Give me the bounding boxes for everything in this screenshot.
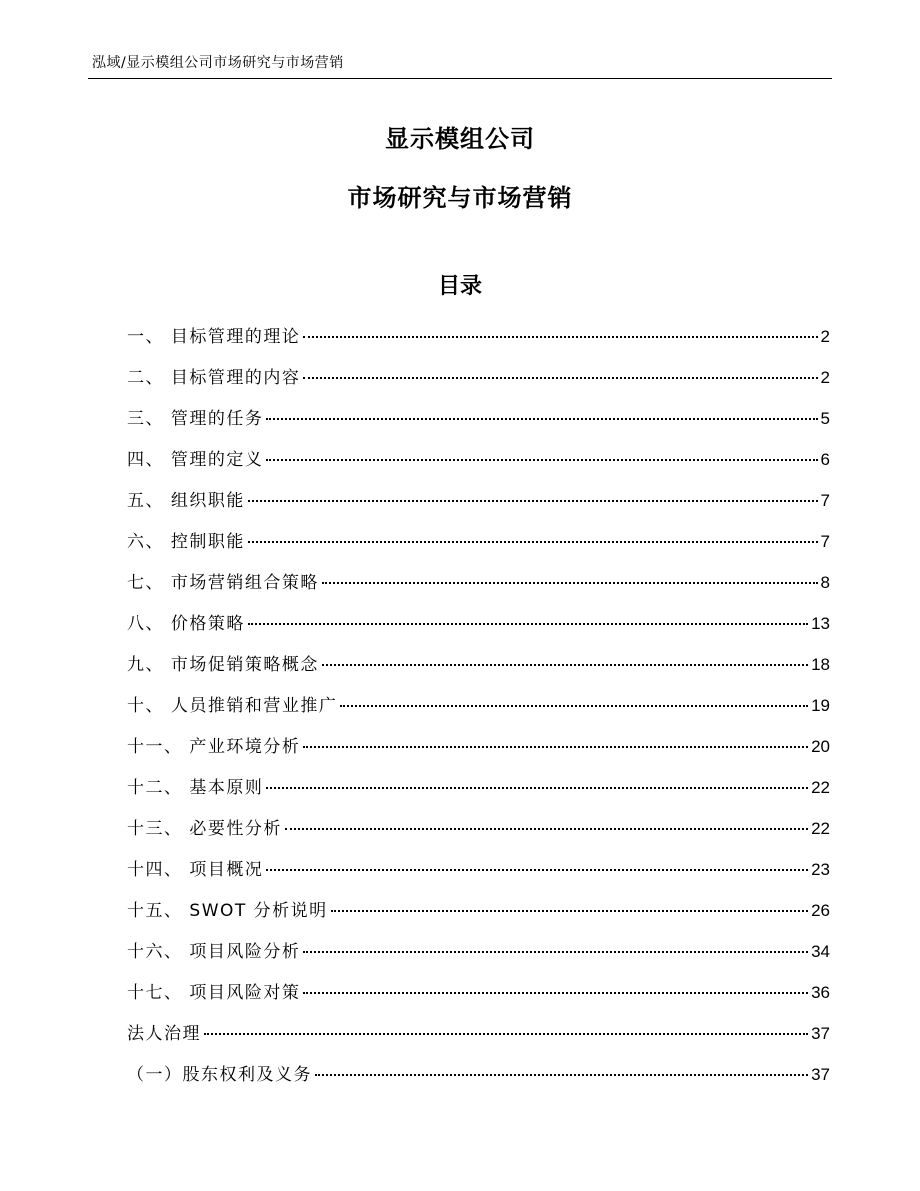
toc-page-number: 6: [820, 450, 830, 469]
toc-leader-dots: [303, 746, 808, 748]
toc-leader-dots: [266, 869, 808, 871]
toc-page-number: 37: [811, 1065, 830, 1084]
toc-page-number: 19: [811, 696, 830, 715]
toc-page-number: 7: [820, 532, 830, 551]
toc-entry-title: 一、 目标管理的理论: [127, 327, 301, 347]
toc-leader-dots: [204, 1033, 808, 1035]
toc-entry[interactable]: [127, 815, 830, 856]
toc-leader-dots: [266, 459, 817, 461]
toc-heading: 目录: [437, 274, 482, 299]
toc-page-number: 8: [820, 573, 830, 592]
toc-page-number: 2: [820, 368, 830, 387]
toc-page-number: 22: [811, 819, 830, 838]
toc-entry[interactable]: [127, 610, 830, 651]
toc-page-number: 5: [820, 409, 830, 428]
toc-entry-title: 十三、 必要性分析: [127, 819, 282, 839]
toc-entry-title: 四、 管理的定义: [127, 450, 264, 470]
toc-entry[interactable]: [127, 446, 830, 487]
toc-leader-dots: [248, 500, 818, 502]
header-rule: [88, 78, 832, 79]
toc-entry-title: 九、 市场促销策略概念: [127, 655, 319, 675]
toc-entry[interactable]: [127, 897, 830, 938]
table-of-contents: [127, 323, 830, 1102]
toc-entry[interactable]: [127, 405, 830, 446]
toc-leader-dots: [331, 910, 808, 912]
toc-entry-title: （一）股东权利及义务: [127, 1065, 312, 1085]
toc-entry-title: 十、 人员推销和营业推广: [127, 696, 338, 716]
toc-page-number: 26: [811, 901, 830, 920]
toc-entry[interactable]: [127, 651, 830, 692]
toc-entry[interactable]: [127, 569, 830, 610]
toc-entry[interactable]: [127, 733, 830, 774]
toc-entry[interactable]: [127, 364, 830, 405]
toc-page-number: 13: [811, 614, 830, 633]
toc-page-number: 36: [811, 983, 830, 1002]
toc-entry[interactable]: [127, 856, 830, 897]
toc-leader-dots: [266, 418, 817, 420]
toc-leader-dots: [322, 664, 808, 666]
toc-leader-dots: [285, 828, 808, 830]
toc-page-number: 18: [811, 655, 830, 674]
toc-entry-title: 六、 控制职能: [127, 532, 245, 552]
toc-entry[interactable]: [127, 487, 830, 528]
toc-entry-title: 十五、 SWOT 分析说明: [127, 901, 328, 921]
toc-page-number: 20: [811, 737, 830, 756]
toc-entry-title: 十四、 项目概况: [127, 860, 264, 880]
toc-entry[interactable]: [127, 774, 830, 815]
toc-leader-dots: [303, 336, 817, 338]
document-title-line-1: 显示模组公司: [385, 125, 535, 153]
toc-leader-dots: [248, 623, 808, 625]
toc-leader-dots: [303, 377, 817, 379]
toc-entry-title: 三、 管理的任务: [127, 409, 264, 429]
toc-entry-title: 十七、 项目风险对策: [127, 983, 301, 1003]
toc-entry-title: 十一、 产业环境分析: [127, 737, 301, 757]
toc-entry[interactable]: [127, 938, 830, 979]
toc-entry-title: 十二、 基本原则: [127, 778, 264, 798]
toc-leader-dots: [340, 705, 808, 707]
toc-page-number: 23: [811, 860, 830, 879]
toc-page-number: 2: [820, 327, 830, 346]
toc-leader-dots: [322, 582, 818, 584]
toc-entry[interactable]: [127, 528, 830, 569]
toc-entry-title: 八、 价格策略: [127, 614, 245, 634]
toc-leader-dots: [315, 1074, 808, 1076]
toc-entry-title: 法人治理: [127, 1024, 201, 1044]
toc-page-number: 37: [811, 1024, 830, 1043]
running-header: 泓域/显示模组公司市场研究与市场营销: [92, 55, 344, 71]
toc-entry[interactable]: [127, 979, 830, 1020]
document-title-line-2: 市场研究与市场营销: [347, 184, 573, 212]
toc-page-number: 7: [820, 491, 830, 510]
toc-entry-title: 五、 组织职能: [127, 491, 245, 511]
toc-entry[interactable]: [127, 1020, 830, 1061]
toc-page-number: 34: [811, 942, 830, 961]
toc-entry[interactable]: [127, 1061, 830, 1102]
toc-entry[interactable]: [127, 692, 830, 733]
toc-leader-dots: [303, 992, 808, 994]
toc-entry-title: 二、 目标管理的内容: [127, 368, 301, 388]
toc-entry-title: 十六、 项目风险分析: [127, 942, 301, 962]
toc-leader-dots: [248, 541, 818, 543]
toc-leader-dots: [266, 787, 808, 789]
toc-page-number: 22: [811, 778, 830, 797]
toc-entry-title: 七、 市场营销组合策略: [127, 573, 319, 593]
toc-entry[interactable]: [127, 323, 830, 364]
toc-leader-dots: [303, 951, 808, 953]
